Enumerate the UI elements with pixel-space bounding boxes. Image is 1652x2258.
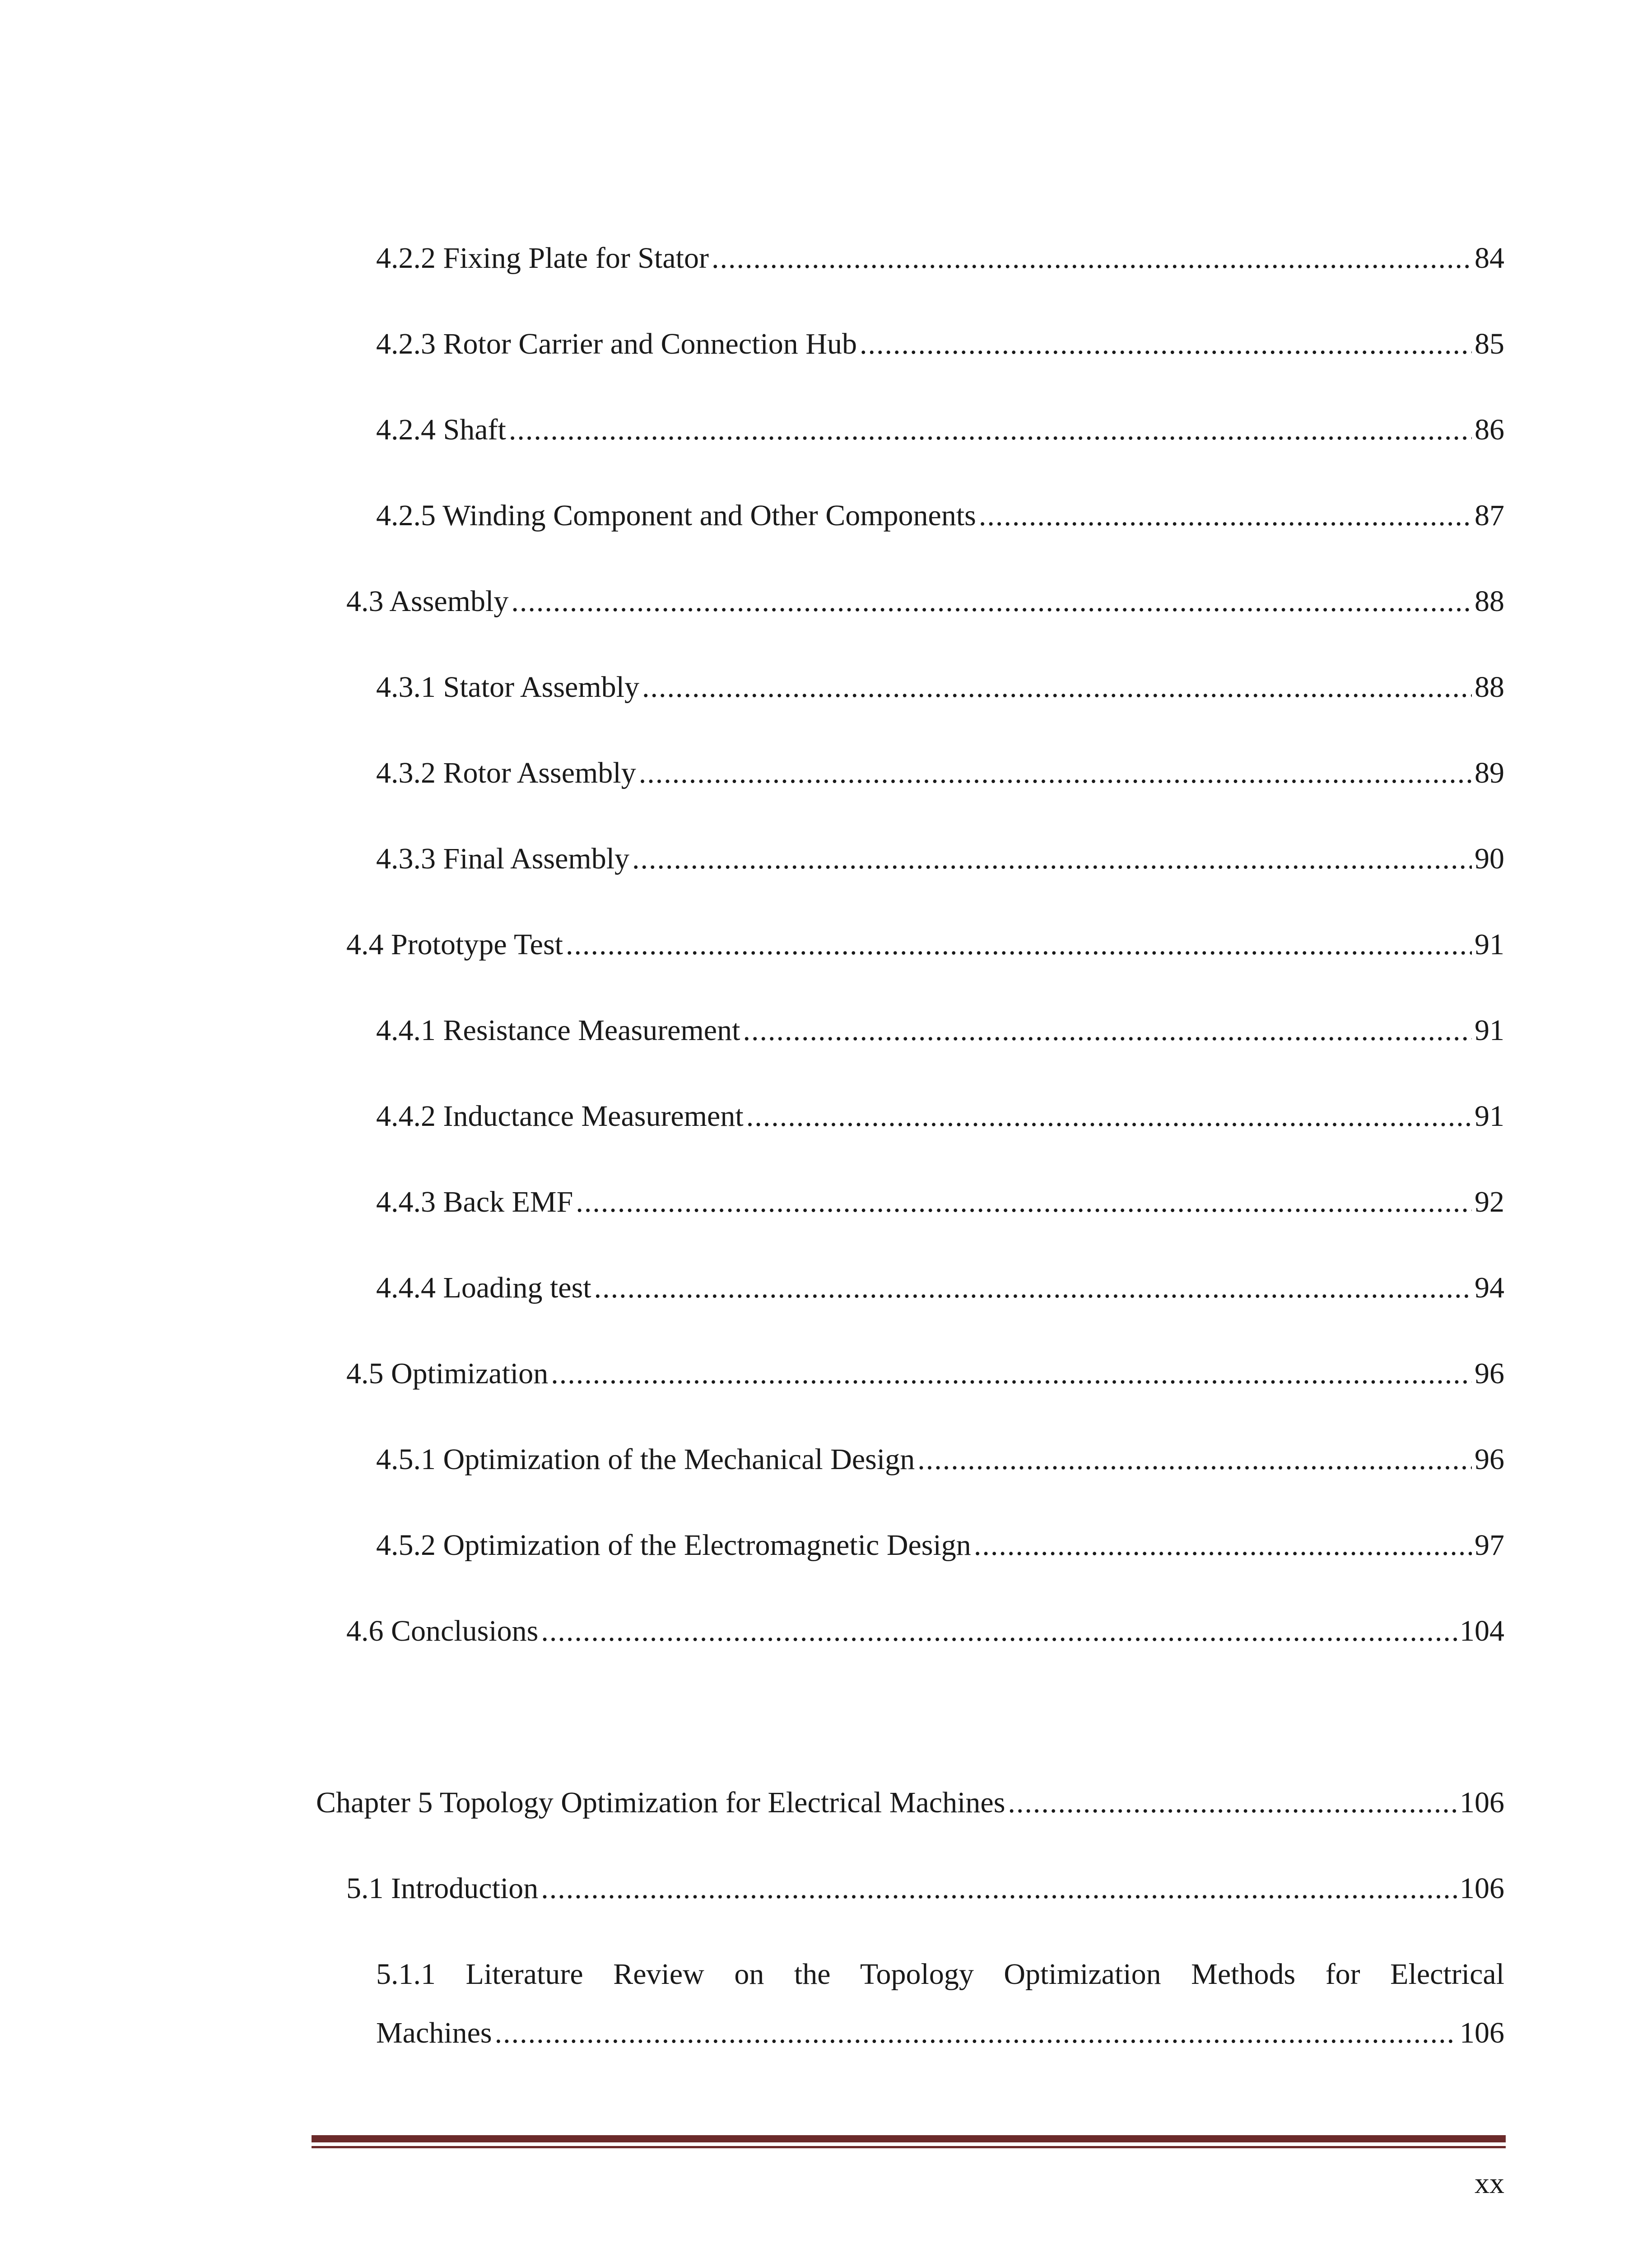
toc-entry-title: 4.3.3 Final Assembly xyxy=(376,842,630,875)
toc-entry-page: 96 xyxy=(1475,1357,1504,1390)
toc-entry[interactable] xyxy=(376,1096,1504,1137)
toc-dot-leader xyxy=(639,753,1472,793)
toc-dot-leader xyxy=(511,581,1472,622)
toc-entry[interactable] xyxy=(376,1268,1504,1308)
toc-entry-page: 85 xyxy=(1475,327,1504,360)
toc-entry-title: 4.2.5 Winding Component and Other Components xyxy=(376,499,976,532)
toc-dot-leader xyxy=(860,324,1472,364)
toc-entry-title: 5.1 Introduction xyxy=(346,1872,539,1905)
toc-dot-leader xyxy=(632,839,1472,879)
toc-entry-page: 96 xyxy=(1475,1443,1504,1476)
toc-dot-leader xyxy=(979,495,1472,536)
toc-entry[interactable] xyxy=(346,581,1504,622)
toc-dot-leader xyxy=(1008,1782,1457,1823)
toc-entry[interactable] xyxy=(346,1868,1504,1909)
toc-entry-title-continuation: Machines xyxy=(376,2016,492,2049)
toc-entry-title-line1[interactable]: 5.1.1 Literature Review on the Topology Optimization Methods for Electrical xyxy=(376,1958,1504,1991)
toc-dot-leader xyxy=(642,667,1472,708)
toc-chapter-entry[interactable] xyxy=(316,1782,1504,1823)
toc-dot-leader xyxy=(541,1868,1457,1909)
toc-entry-title: 4.5.1 Optimization of the Mechanical Design xyxy=(376,1443,915,1476)
toc-dot-leader xyxy=(712,238,1472,279)
toc-entry-page: 89 xyxy=(1475,756,1504,789)
toc-entry-page: 87 xyxy=(1475,499,1504,532)
toc-entry[interactable] xyxy=(346,1353,1504,1394)
toc-entry-title: 4.6 Conclusions xyxy=(346,1614,539,1647)
toc-entry-page: 91 xyxy=(1475,1014,1504,1047)
toc-entry-title: 4.4.4 Loading test xyxy=(376,1271,591,1304)
toc-entry-page: 104 xyxy=(1460,1614,1504,1647)
toc-entry-title: Chapter 5 Topology Optimization for Electrical Machines xyxy=(316,1786,1005,1819)
toc-dot-leader xyxy=(509,410,1472,450)
toc-entry-page: 106 xyxy=(1460,1786,1504,1819)
toc-dot-leader xyxy=(917,1439,1472,1480)
toc-entry-title: 4.4.3 Back EMF xyxy=(376,1185,573,1218)
toc-dot-leader xyxy=(746,1096,1472,1137)
toc-entry-page: 88 xyxy=(1475,585,1504,618)
toc-entry-page: 106 xyxy=(1460,2016,1504,2049)
toc-dot-leader xyxy=(551,1353,1472,1394)
toc-dot-leader xyxy=(576,1182,1472,1222)
toc-entry[interactable] xyxy=(376,238,1504,279)
toc-dot-leader xyxy=(594,1268,1472,1308)
toc-entry-title: 4.3.2 Rotor Assembly xyxy=(376,756,636,789)
toc-entry-page: 88 xyxy=(1475,671,1504,704)
toc-entry-title: 4.5.2 Optimization of the Electromagnetic Design xyxy=(376,1529,971,1562)
toc-dot-leader xyxy=(974,1525,1472,1566)
toc-entry[interactable] xyxy=(376,1525,1504,1566)
toc-entry-page: 86 xyxy=(1475,413,1504,446)
toc-entry[interactable] xyxy=(376,495,1504,536)
toc-entry-title: 4.5 Optimization xyxy=(346,1357,549,1390)
toc-entry-title: 4.4 Prototype Test xyxy=(346,928,563,961)
toc-entry-title: 4.2.3 Rotor Carrier and Connection Hub xyxy=(376,327,857,360)
toc-entry-title: 4.3.1 Stator Assembly xyxy=(376,671,640,704)
toc-dot-leader xyxy=(566,924,1472,965)
toc-entry-page: 92 xyxy=(1475,1185,1504,1218)
toc-entry[interactable] xyxy=(376,2013,1504,2053)
toc-entry[interactable] xyxy=(376,753,1504,793)
toc-entry[interactable] xyxy=(376,839,1504,879)
toc-entry[interactable] xyxy=(376,667,1504,708)
toc-entry[interactable] xyxy=(346,924,1504,965)
toc-dot-leader xyxy=(541,1611,1457,1652)
toc-entry[interactable] xyxy=(376,1010,1504,1051)
toc-entry-page: 84 xyxy=(1475,242,1504,275)
footer-rule-thin xyxy=(312,2146,1506,2148)
toc-entry[interactable] xyxy=(376,1439,1504,1480)
toc-entry-title: 4.4.2 Inductance Measurement xyxy=(376,1100,744,1133)
toc-dot-leader xyxy=(743,1010,1472,1051)
footer-rule xyxy=(312,2135,1506,2142)
toc-entry-title: 4.2.4 Shaft xyxy=(376,413,506,446)
toc-entry-title: 4.3 Assembly xyxy=(346,585,509,618)
toc-entry-page: 90 xyxy=(1475,842,1504,875)
toc-entry[interactable] xyxy=(376,324,1504,364)
toc-entry-title: 4.2.2 Fixing Plate for Stator xyxy=(376,242,709,275)
toc-entry[interactable] xyxy=(346,1611,1504,1652)
toc-entry-page: 91 xyxy=(1475,1100,1504,1133)
toc-entry-page: 91 xyxy=(1475,928,1504,961)
toc-dot-leader xyxy=(495,2013,1457,2053)
toc-entry-page: 97 xyxy=(1475,1529,1504,1562)
toc-entry-title: 4.4.1 Resistance Measurement xyxy=(376,1014,740,1047)
toc-entry-page: 106 xyxy=(1460,1872,1504,1905)
toc-entry[interactable] xyxy=(376,410,1504,450)
page-number: xx xyxy=(1475,2167,1504,2200)
toc-entry[interactable] xyxy=(376,1182,1504,1222)
toc-entry-page: 94 xyxy=(1475,1271,1504,1304)
